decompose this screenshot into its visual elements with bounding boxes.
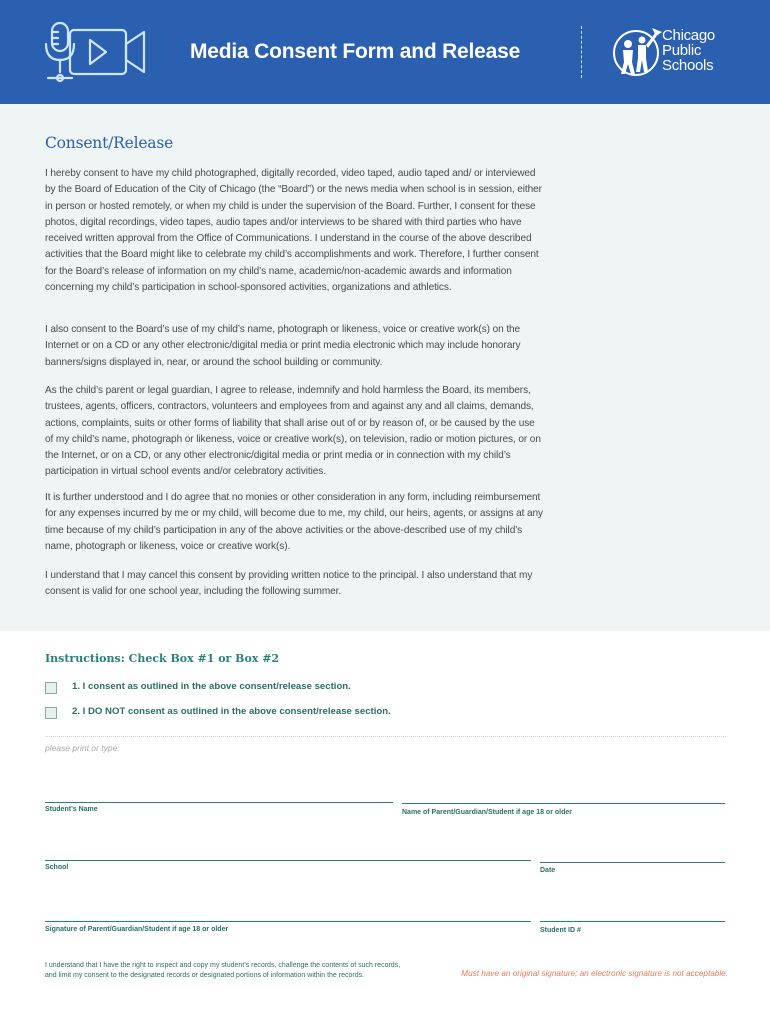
consent-paragraph-3: As the child’s parent or legal guardian, I agree to release, indemnify and hold harmless the Board, its members, trustees, agents, officers, contractors, volunteers and employees from and against any and all claims, demands, actions, complaints, suits or other forms of liability that shall arise out of or by reason of, or be caused by the use of my child’s name, photograph or likeness, voice or creative work(s), on television, radio or motion pictures, or on the Internet, or on a CD, or any other electronic/digital media or print media or in connection with my child’s participation in virtual school events and/or celebratory activities. bbox=[45, 385, 541, 478]
microphone-video-camera-icon bbox=[40, 20, 152, 84]
school-field[interactable] bbox=[45, 860, 531, 861]
records-rights-note: I understand that I have the right to inspect and copy my student’s records, challenge the contents of such records, and limit my consent to the designated records or designated portions of information within the records. bbox=[45, 962, 401, 979]
instructions-title: Instructions: Check Box #1 or Box #2 bbox=[45, 652, 280, 665]
school-label: School bbox=[45, 864, 69, 871]
consent-paragraph-2: I also consent to the Board’s use of my child’s name, photograph or likeness, voice or creative work(s) on the Internet or on a CD or any other electronic/digital media or print media electronic which may include honorary banners/signs displayed in, near, or around the school building or community. bbox=[45, 324, 521, 368]
student-id-field[interactable] bbox=[540, 921, 725, 922]
parent-name-label: Name of Parent/Guardian/Student if age 18 or older bbox=[402, 809, 572, 816]
consent-checkbox[interactable] bbox=[45, 682, 57, 694]
page-title: Media Consent Form and Release bbox=[190, 40, 521, 63]
print-hint: please print or type: bbox=[45, 743, 120, 753]
signature-label: Signature of Parent/Guardian/Student if age 18 or older bbox=[45, 926, 229, 933]
student-id-label: Student ID # bbox=[540, 927, 581, 934]
header-divider bbox=[581, 26, 583, 78]
date-label: Date bbox=[540, 867, 556, 874]
consent-paragraph-1: I hereby consent to have my child photographed, digitally recorded, video taped, audio taped and/ or interviewed by the Board of Education of the City of Chicago (the “Board”) or the news media when school is in session, either in person or hosted remotely, or when my child is under the supervision of the Board. Further, I consent for these photos, digital recordings, video tapes, audio tapes and/or interviews to be shared with third parties who have received written approval from the Office of Communications. I understand in the course of the above described activities that the Board might like to celebrate my child’s accomplishments and work. Therefore, I further consent for the Board’s release of information on my child’s name, academic/non-academic awards and information concerning my child’s participation in school-sponsored activities, organizations and athletics. bbox=[45, 168, 542, 294]
date-field[interactable] bbox=[540, 862, 725, 863]
header-banner bbox=[0, 0, 770, 104]
parent-name-field[interactable] bbox=[402, 803, 725, 804]
no-consent-option-label: 2. I DO NOT consent as outlined in the above consent/release section. bbox=[72, 706, 391, 717]
consent-heading: Consent/Release bbox=[45, 134, 174, 152]
consent-paragraph-4: It is further understood and I do agree that no monies or other consideration in any form, including reimbursement for any expenses incurred by me or my child, will become due to me, my child, our heirs, agents, or assigns at any time because of my child’s participation in any of the above activities or the above-described use of my child’s name, photograph or likeness, voice or creative work(s). bbox=[45, 492, 544, 552]
cps-logo-text bbox=[662, 28, 715, 73]
section-divider bbox=[45, 736, 726, 737]
consent-option-label: 1. I consent as outlined in the above consent/release section. bbox=[72, 681, 351, 692]
logo-line-2: Public bbox=[662, 42, 702, 59]
logo-line-1: Chicago bbox=[662, 27, 715, 44]
student-name-label: Student’s Name bbox=[45, 806, 98, 813]
logo-line-3: Schools bbox=[662, 57, 714, 74]
signature-field[interactable] bbox=[45, 921, 531, 922]
signature-warning: Must have an original signature; an electronic signature is not acceptable. bbox=[461, 969, 728, 978]
student-name-field[interactable] bbox=[45, 802, 393, 803]
consent-paragraph-5: I understand that I may cancel this consent by providing written notice to the principal. I also understand that my consent is valid for one school year, including the following summer. bbox=[45, 570, 533, 598]
no-consent-checkbox[interactable] bbox=[45, 707, 57, 719]
chicago-public-schools-logo-icon bbox=[612, 26, 664, 80]
consent-release-section bbox=[0, 104, 770, 631]
